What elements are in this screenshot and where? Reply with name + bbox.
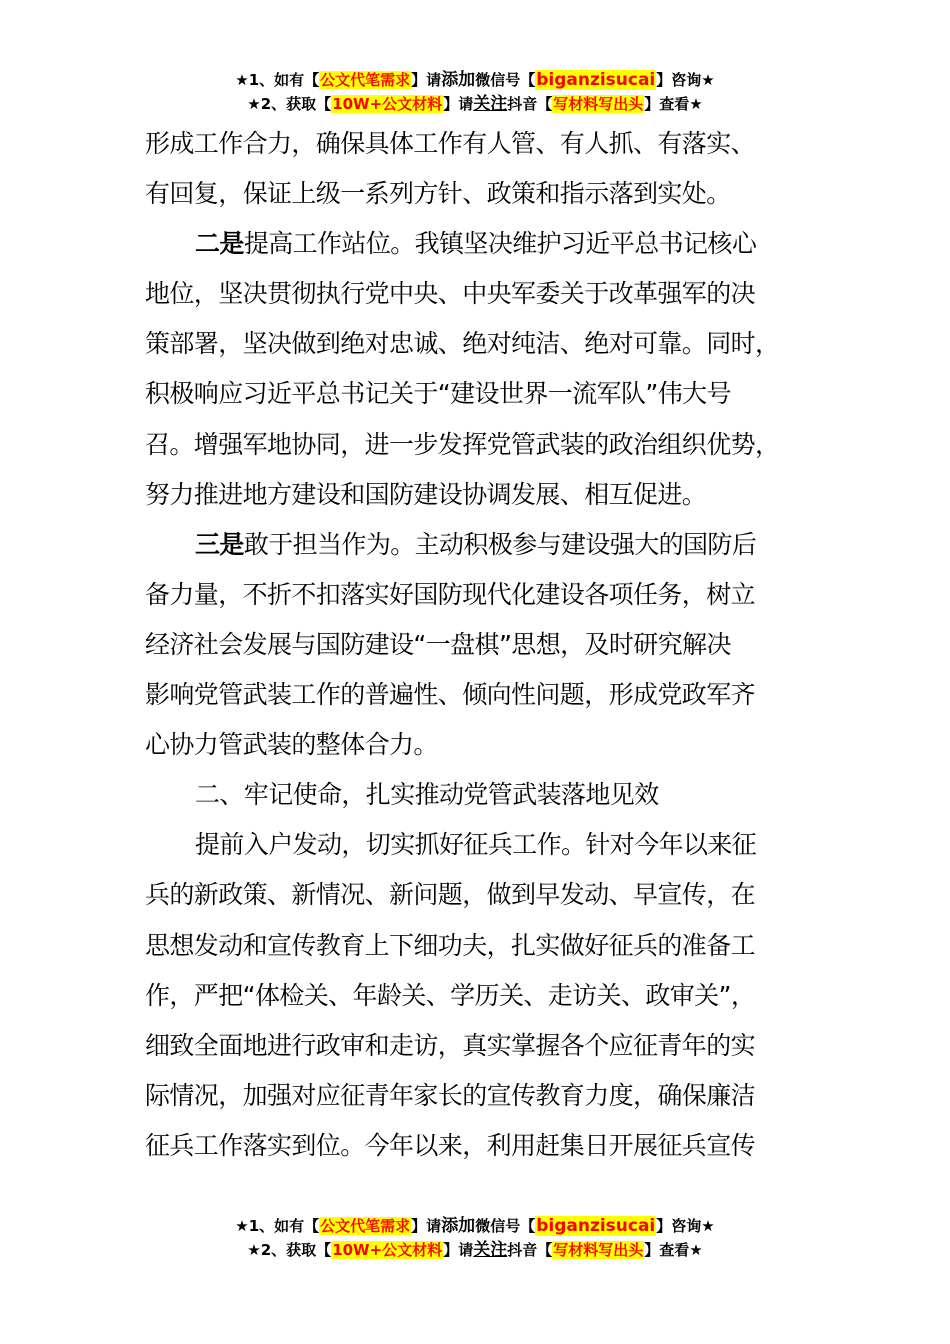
text-line: 征兵工作落实到位。今年以来，利用赶集日开展征兵宣传 [145, 1130, 756, 1160]
paragraph-lead: 三是 [195, 529, 244, 559]
document-body [145, 119, 810, 1171]
text-line: 兵的新政策、新情况、新问题，做到早发动、早宣传，在 [145, 880, 756, 910]
banner-text: ★1、如有【 [235, 71, 320, 89]
banner-text: 】查看★ [644, 95, 703, 113]
banner-text: 抖音【 [507, 95, 553, 113]
text-line: 作，严把“体检关、年龄关、学历关、走访关、政审关”， [145, 980, 756, 1010]
banner-emphasis: 关注 [473, 94, 508, 114]
paragraph-lead: 二是 [195, 229, 244, 259]
text-line: 召。增强军地协同，进一步发挥党管武装的政治组织优势， [145, 429, 780, 459]
paragraph-two-start: 二是提高工作站位。我镇坚决维护习近平总书记核心 [195, 229, 757, 259]
banner-line-1 [0, 68, 950, 92]
text-line: 细致全面地进行政审和走访，真实掌握各个应征青年的实 [145, 1030, 756, 1060]
highlight-wechat-id: biganzisucai [536, 1216, 656, 1236]
highlight-materials: 10W+公文材料 [332, 95, 443, 113]
text-line: 际情况，加强对应征青年家长的宣传教育力度，确保廉洁 [145, 1080, 756, 1110]
highlight-service: 公文代笔需求 [320, 1217, 411, 1235]
text-line: 策部署，坚决做到绝对忠诚、绝对纯洁、绝对可靠。同时， [145, 329, 780, 359]
text-line: 积极响应习近平总书记关于“建设世界一流军队”伟大号 [145, 379, 731, 409]
banner-text: ★2、获取【 [247, 95, 332, 113]
highlight-service: 公文代笔需求 [320, 71, 411, 89]
section-heading: 二、牢记使命，扎实推动党管武装落地见效 [195, 780, 659, 810]
text-line: 努力推进地方建设和国防建设协调发展、相互促进。 [145, 479, 707, 509]
text-line: 心协力管武装的整体合力。 [145, 730, 438, 760]
highlight-douyin: 写材料写出头 [553, 95, 644, 113]
text-line: 形成工作合力，确保具体工作有人管、有人抓、有落实、 [145, 129, 756, 158]
banner-emphasis: 关注 [473, 1240, 508, 1260]
banner-text: 抖音【 [507, 1241, 553, 1259]
highlight-materials: 10W+公文材料 [332, 1241, 443, 1259]
banner-text: 】咨询★ [656, 1217, 715, 1235]
banner-text: 微信号【 [475, 71, 536, 89]
text-line: 思想发动和宣传教育上下细功夫，扎实做好征兵的准备工 [145, 930, 756, 960]
text-line: 提前入户发动，切实抓好征兵工作。针对今年以来征 [195, 830, 757, 860]
text-line: 经济社会发展与国防建设“一盘棋”思想，及时研究解决 [145, 629, 731, 659]
banner-text: 】请 [411, 71, 442, 89]
banner-line-2 [0, 1238, 950, 1262]
banner-text: 】咨询★ [656, 71, 715, 89]
banner-text: 】请 [443, 95, 474, 113]
text-line: 有回复，保证上级一系列方针、政策和指示落到实处。 [145, 179, 731, 209]
text-line: 备力量，不折不扣落实好国防现代化建设各项任务，树立 [145, 579, 756, 609]
paragraph-three-start: 三是敢于担当作为。主动积极参与建设强大的国防后 [195, 529, 757, 559]
banner-text: 】请 [443, 1241, 474, 1259]
banner-line-1 [0, 1214, 950, 1238]
header-banner [0, 68, 950, 116]
banner-text: 】请 [411, 1217, 442, 1235]
highlight-wechat-id: biganzisucai [536, 70, 656, 90]
banner-emphasis: 添加 [441, 1216, 476, 1236]
text-line: 影响党管武装工作的普遍性、倾向性问题，形成党政军齐 [145, 680, 756, 710]
banner-text: 微信号【 [475, 1217, 536, 1235]
banner-text: ★2、获取【 [247, 1241, 332, 1259]
banner-line-2 [0, 92, 950, 116]
highlight-douyin: 写材料写出头 [553, 1241, 644, 1259]
banner-text: ★1、如有【 [235, 1217, 320, 1235]
text-line: 地位，坚决贯彻执行党中央、中央军委关于改革强军的决 [145, 279, 756, 309]
footer-banner [0, 1214, 950, 1262]
banner-text: 】查看★ [644, 1241, 703, 1259]
banner-emphasis: 添加 [441, 70, 476, 90]
